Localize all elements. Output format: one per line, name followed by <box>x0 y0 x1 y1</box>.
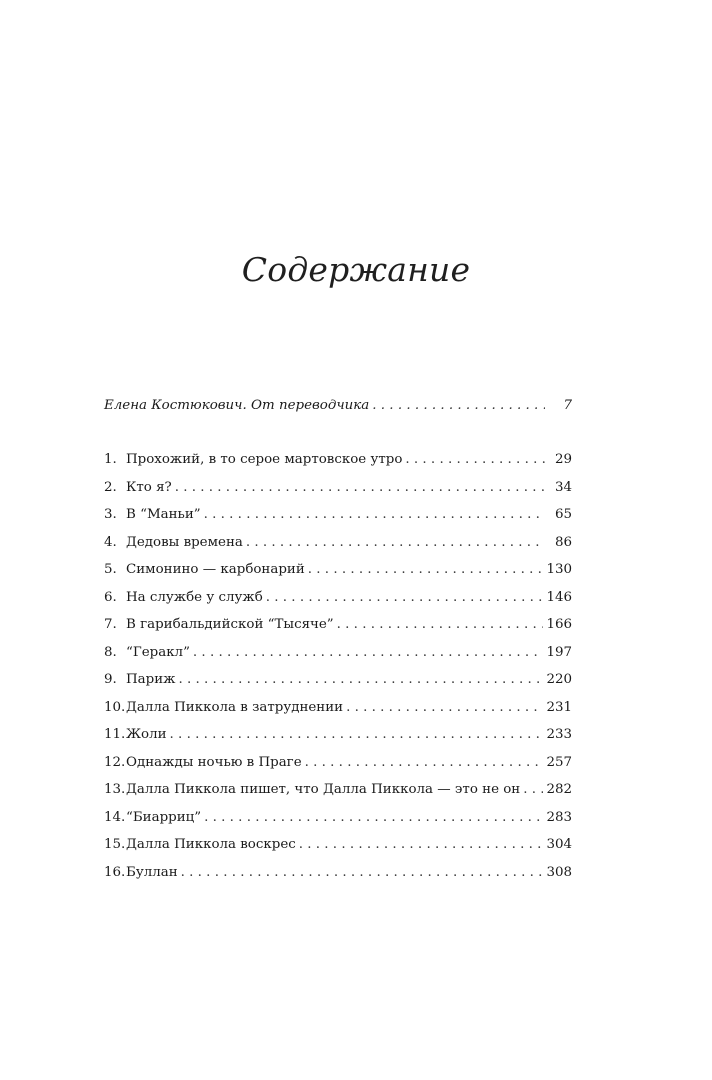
chapter-page: 86 <box>554 534 572 550</box>
chapter-number: 16. <box>104 864 126 880</box>
chapter-page: 65 <box>554 507 572 522</box>
chapter-title: Жоли <box>126 727 167 742</box>
toc-entry <box>104 529 572 557</box>
chapter-number: 12. <box>104 754 126 770</box>
dot-leader <box>204 501 545 529</box>
chapter-title: Прохожий, в то серое мартовское утро <box>126 452 403 467</box>
chapter-title: Кто я? <box>126 479 172 495</box>
chapter-title: “Биарриц” <box>126 809 202 825</box>
chapter-page: 197 <box>546 644 572 660</box>
toc-entry <box>104 749 572 777</box>
chapter-number: 7. <box>104 617 117 632</box>
dot-leader <box>170 721 544 749</box>
chapter-page: 257 <box>546 754 572 770</box>
toc-entry <box>104 804 572 832</box>
toc-entry <box>104 584 572 612</box>
chapter-number: 11. <box>104 727 126 742</box>
dot-leader <box>523 776 543 804</box>
chapter-number: 6. <box>104 589 117 605</box>
chapter-title: Буллан <box>126 864 178 880</box>
chapter-title: Париж <box>126 672 176 687</box>
dot-leader <box>175 474 545 502</box>
dot-leader <box>405 446 545 474</box>
chapter-number: 5. <box>104 562 117 577</box>
toc-intro-page: 7 <box>563 398 572 413</box>
toc-intro-label: Елена Костюкович. От переводчика <box>104 398 370 413</box>
chapter-title: Далла Пиккола воскрес <box>126 837 296 852</box>
dot-leader <box>299 831 544 859</box>
chapter-page: 308 <box>546 864 572 880</box>
chapter-page: 304 <box>546 837 572 852</box>
chapter-page: 130 <box>546 562 572 577</box>
chapter-title: Далла Пиккола пишет, что Далла Пиккола — это не он <box>126 782 521 797</box>
chapter-page: 220 <box>546 672 572 687</box>
chapter-title: Далла Пиккола в затруднении <box>126 699 344 715</box>
toc-entry <box>104 611 572 639</box>
chapter-page: 166 <box>546 617 572 632</box>
dot-leader <box>193 639 544 667</box>
page-title: Содержание <box>241 250 471 289</box>
chapter-number: 10. <box>104 699 126 715</box>
toc-entry <box>104 831 572 859</box>
chapter-page: 29 <box>554 452 572 467</box>
toc-spacer <box>104 418 572 446</box>
chapter-page: 282 <box>546 782 572 797</box>
toc-entry <box>104 721 572 749</box>
toc-entry <box>104 776 572 804</box>
dot-leader <box>337 611 544 639</box>
chapter-number: 1. <box>104 452 117 467</box>
chapter-number: 8. <box>104 644 117 660</box>
toc-entry <box>104 639 572 667</box>
chapter-title: Однажды ночью в Праге <box>126 754 302 770</box>
chapter-number: 3. <box>104 507 117 522</box>
chapter-number: 9. <box>104 672 117 687</box>
chapter-title: В гарибальдийской “Тысяче” <box>126 617 334 632</box>
chapter-page: 34 <box>554 479 572 495</box>
toc-entry <box>104 666 572 694</box>
dot-leader <box>346 694 543 722</box>
dot-leader <box>372 392 545 420</box>
chapter-page: 283 <box>546 809 572 825</box>
dot-leader <box>181 859 544 887</box>
toc-entry <box>104 556 572 584</box>
chapter-title: “Геракл” <box>126 644 190 660</box>
toc-intro-entry <box>104 392 572 418</box>
chapter-page: 146 <box>546 589 572 605</box>
toc-entry <box>104 446 572 474</box>
dot-leader <box>305 749 544 777</box>
chapter-number: 14. <box>104 809 126 825</box>
dot-leader <box>308 556 544 584</box>
chapter-title: На службе у служб <box>126 589 263 605</box>
dot-leader <box>204 804 543 832</box>
toc-entry <box>104 694 572 722</box>
table-of-contents <box>104 392 572 886</box>
toc-entry <box>104 474 572 502</box>
chapter-page: 231 <box>546 699 572 715</box>
toc-entry <box>104 859 572 887</box>
chapter-title: Симонино — карбонарий <box>126 562 305 577</box>
chapter-number: 2. <box>104 479 117 495</box>
dot-leader <box>178 666 543 694</box>
chapter-number: 15. <box>104 837 126 852</box>
dot-leader <box>266 584 544 612</box>
toc-entry <box>104 501 572 529</box>
chapter-number: 4. <box>104 534 117 550</box>
chapter-page: 233 <box>546 727 572 742</box>
chapter-title: В “Маньи” <box>126 507 201 522</box>
chapter-number: 13. <box>104 782 126 797</box>
dot-leader <box>246 529 545 557</box>
chapter-title: Дедовы времена <box>126 534 243 550</box>
